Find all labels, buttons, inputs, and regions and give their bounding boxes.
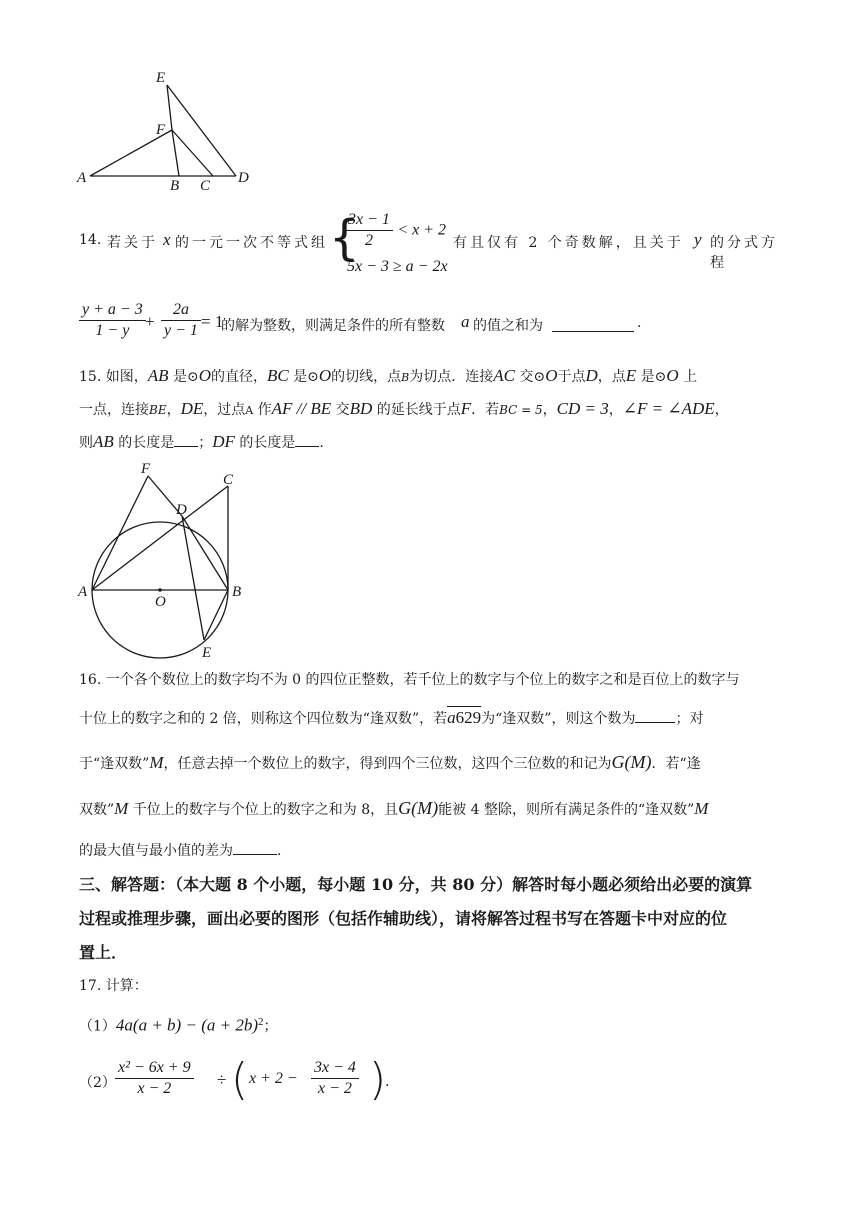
label-A: A <box>77 170 87 186</box>
inequality-1 <box>345 210 446 251</box>
question-15-line2: 一点，连接BE，DE，过点A 作AF // BE 交BD 的延长线于点F．若BC = 5，CD = 3，∠F = ∠ADE， <box>79 399 729 418</box>
divide-sign: ÷ <box>217 1070 227 1089</box>
section-3-heading-line1: 三、解答题：（本大题 8 个小题，每小题 10 分，共 80 分）解答时每小题必须给出必要的演算 <box>79 875 753 894</box>
section-3-heading-line2: 过程或推理步骤，画出必要的图形（包括作辅助线），请将解答过程书写在答题卡中对应的位 <box>79 909 728 928</box>
question-16-line2: 十位上的数字之和的 2 倍，则称这个四位数为“逢双数”，若a629为“逢双数”，则这个数为 ；对 <box>79 708 704 727</box>
label-F: F <box>156 122 166 138</box>
label-D: D <box>176 502 187 518</box>
q14-var-y: y <box>694 230 702 249</box>
number-a629: a629 <box>447 708 482 727</box>
p2-numerator: x² − 6x + 9 <box>115 1058 194 1079</box>
q14-text-6: 的值之和为 <box>473 318 543 334</box>
p2-inner-numerator: 3x − 4 <box>311 1058 359 1079</box>
label-C: C <box>223 472 234 488</box>
section-3-heading-line3: 置上． <box>79 943 128 962</box>
q14-text-1: 若关于 <box>107 235 158 251</box>
p2-inner-denominator: x − 2 <box>318 1080 352 1097</box>
answer-blank-q15-df[interactable] <box>295 432 319 447</box>
left-brace-icon: { <box>329 210 360 266</box>
question-16-line3: 于“逢双数”M，任意去掉一个数位上的数字，得到四个三位数，这四个三位数的和记为G(M)．若“逢 <box>79 752 701 772</box>
label-B: B <box>232 584 242 600</box>
question-17-part2: （2） $\frac{\text{x² − 6x + 9}}{x - 2}$ ÷ ( x + 2 − $\frac{3x - 4}{x - 2}$ ) . <box>79 1054 390 1105</box>
question-17-part1: $(1)4a(a + b) - (a + 2b)^2$； <box>79 1015 278 1035</box>
frac2-numerator: 2a <box>161 300 201 321</box>
center-point <box>158 588 162 592</box>
q14-text-4: 的分式方程 <box>710 235 778 271</box>
question-15-line1: 15. 如图，AB 是⊙O的直径，BC 是⊙O的切线，点B为切点．连接AC 交⊙O于点D，点E 是⊙O 上 <box>79 366 698 385</box>
label-O: O <box>155 594 166 610</box>
answer-blank-q15-ab[interactable] <box>174 432 198 447</box>
label-E: E <box>156 70 166 86</box>
q14-number: 14. <box>79 232 102 248</box>
inequality-2: 5x − 3 ≥ a − 2x <box>347 258 448 275</box>
question-14-line1 <box>79 208 784 278</box>
question-16-line1: 16. 一个各个数位上的数字均不为 0 的四位正整数，若千位上的数字与个位上的数字之和是百位上的数字与 <box>79 672 740 688</box>
label-A: A <box>78 584 88 600</box>
equation-rhs: = 1 <box>201 312 224 331</box>
label-C: C <box>200 178 211 194</box>
question-16-line4: 双数”M 千位上的数字与个位上的数字之和为 8，且G(M)能被 4 整除，则所有满足条件的“逢双数”M <box>79 798 709 818</box>
frac1-denominator: 1 − y <box>95 322 130 339</box>
label-E: E <box>202 645 212 661</box>
q14-text-5: 的解为整数，则满足条件的所有整数 <box>221 318 445 334</box>
label-D: D <box>238 170 249 186</box>
triangle-figure-q13 <box>70 66 270 196</box>
p2-denominator: x − 2 <box>137 1080 172 1097</box>
question-14-line2 <box>79 300 784 350</box>
ineq1-denominator: 2 <box>364 232 373 249</box>
q14-var-a: a <box>461 312 470 331</box>
plus-sign: + <box>145 312 155 331</box>
question-15-line3: 则AB 的长度是 ；DF 的长度是 . <box>79 432 324 451</box>
q14-text-7: . <box>637 315 642 331</box>
ineq1-numerator: 3x − 1 <box>345 210 393 231</box>
frac2-denominator: y − 1 <box>164 322 198 339</box>
frac1-numerator: y + a − 3 <box>79 300 146 321</box>
question-17-title: 17. 计算： <box>79 978 148 994</box>
answer-blank-q14[interactable] <box>552 317 634 332</box>
q14-var-x: x <box>163 230 171 249</box>
left-paren-icon: ( <box>231 1054 249 1105</box>
right-paren-icon: ) <box>369 1054 387 1105</box>
q14-text-2: 的一元一次不等式组 <box>175 235 328 251</box>
answer-blank-q16-number[interactable] <box>635 708 675 723</box>
ineq1-rhs: < x + 2 <box>397 221 447 239</box>
label-F: F <box>141 461 151 477</box>
question-16-line5: 的最大值与最小值的差为 . <box>79 840 784 861</box>
q14-text-3: 有且仅有 2 个奇数解，且关于 <box>453 235 684 251</box>
answer-blank-q16-diff[interactable] <box>233 840 277 855</box>
circle-figure-q15 <box>70 458 260 662</box>
label-B: B <box>170 178 180 194</box>
